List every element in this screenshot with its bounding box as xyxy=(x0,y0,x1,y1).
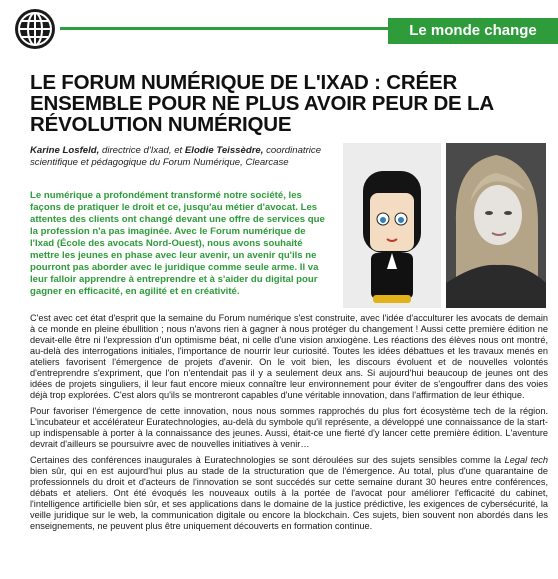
article-body xyxy=(30,313,548,537)
body-text-span: Certaines des conférences inaugurales à Euratechnologies se sont déroulées sur des sujets sensibles comme la xyxy=(30,455,505,465)
body-paragraph xyxy=(30,455,548,532)
lead-paragraph: Le numérique a profondément transformé notre société, les façons de pratiquer le droit et ce, jusqu'au métier d'avocat. Les attentes des clients ont changé devant une offre de services que la profession n'a pas imaginée. Avec le Forum numérique de l'Ixad (École des avocats Nord-Ouest), nous avons souhaité mettre les jeunes en phase avec leur avenir, un avenir qu'ils ne pourront pas aborder avec le juridique comme seule arme. Il va leur falloir apprendre à entreprendre et à s'aider du digital pour gagner en efficacité, en agilité et en créativité. xyxy=(30,190,325,297)
body-paragraph: Pour favoriser l'émergence de cette innovation, nous nous sommes rapprochés du plus fort écosystème tech de la région. L'incubateur et accélérateur Euratechnologies, au-delà du symbole qu'il représente, a développé une connaissance de la start-up indispensable à porter à la connaissance des jeunes. Aussi, était-ce une fierté d'y lancer cette première édition. L'aventure devrait d'ailleurs se poursuivre avec de nouvelles initiatives à venir… xyxy=(30,406,548,449)
body-paragraph: C'est avec cet état d'esprit que la semaine du Forum numérique s'est construite, avec l'idée d'acculturer les avocats de demain à ce monde en pleine ébullition ; nous n'avons rien à gagner à nous protéger du changement ! Aussi cette première édition ne devait-elle être ni l'expression d'un optimisme béat, ni celle d'une vision anxiogène. Les réactions des élèves nous ont montré, au-delà des interrogations initiales, l'importance de nourrir leur curiosité. Toutes les idées débattues et les travaux menés en ateliers favorisent l'émergence de projets d'avenir. On le voit bien, les discours évoluent et de nouvelles volontés d'entreprendre s'expriment, que l'on n'entendait pas il y a seulement deux ans. Si aujourd'hui beaucoup de jeunes ont des idées de projets singuliers, il leur faut encore mieux connaître leur environnement pour éviter de s'engouffrer dans des voies déjà trop explorées. C'est alors qu'ils se montreront capables d'une véritable innovation, dans l'affirmation de leur éthique. xyxy=(30,313,548,400)
portrait-photo-image xyxy=(446,143,546,308)
body-text-span: bien sûr, qui en est aujourd'hui plus au stade de la structuration que de l'émergence. Au total, plus d'une quarantaine de professionnels du droit et d'acteurs de l'innovation se sont succédés sur cette semaine durant 30 heures entre conférences, débats et ateliers. Ont été évoqués les nouveaux outils à la portée de l'avocat pour améliorer l'efficacité du cabinet, l'intelligence artificielle bien sûr, et ses applications dans le domaine de la justice prédictive, les exigences de cybersécurité, la veille juridique sur le web, la communication digitale ou encore la blockchain. Ces sujets, bien souvent non abordés dans les enseignements, ne peuvent plus être uniquement découverts en formation continue. xyxy=(30,466,548,531)
avatar-figurine-image xyxy=(343,143,441,308)
author-name: Elodie Teissèdre, xyxy=(184,145,264,156)
author-role: coordinatrice scientifique et pédagogique du Forum Numérique, Clearcase xyxy=(30,145,322,168)
author-role: directrice d'Ixad, et xyxy=(99,145,185,156)
globe-icon xyxy=(14,8,56,50)
page-title: LE FORUM NUMÉRIQUE DE L'IXAD : CRÉER ENSEMBLE POUR NE PLUS AVOIR PEUR DE LA RÉVOLUTION NUMÉRIQUE xyxy=(30,71,494,136)
byline xyxy=(30,145,330,169)
author-name: Karine Losfeld, xyxy=(30,145,100,156)
emphasis-text: Legal tech xyxy=(504,455,549,465)
rubric-label: Le monde change xyxy=(388,18,558,44)
